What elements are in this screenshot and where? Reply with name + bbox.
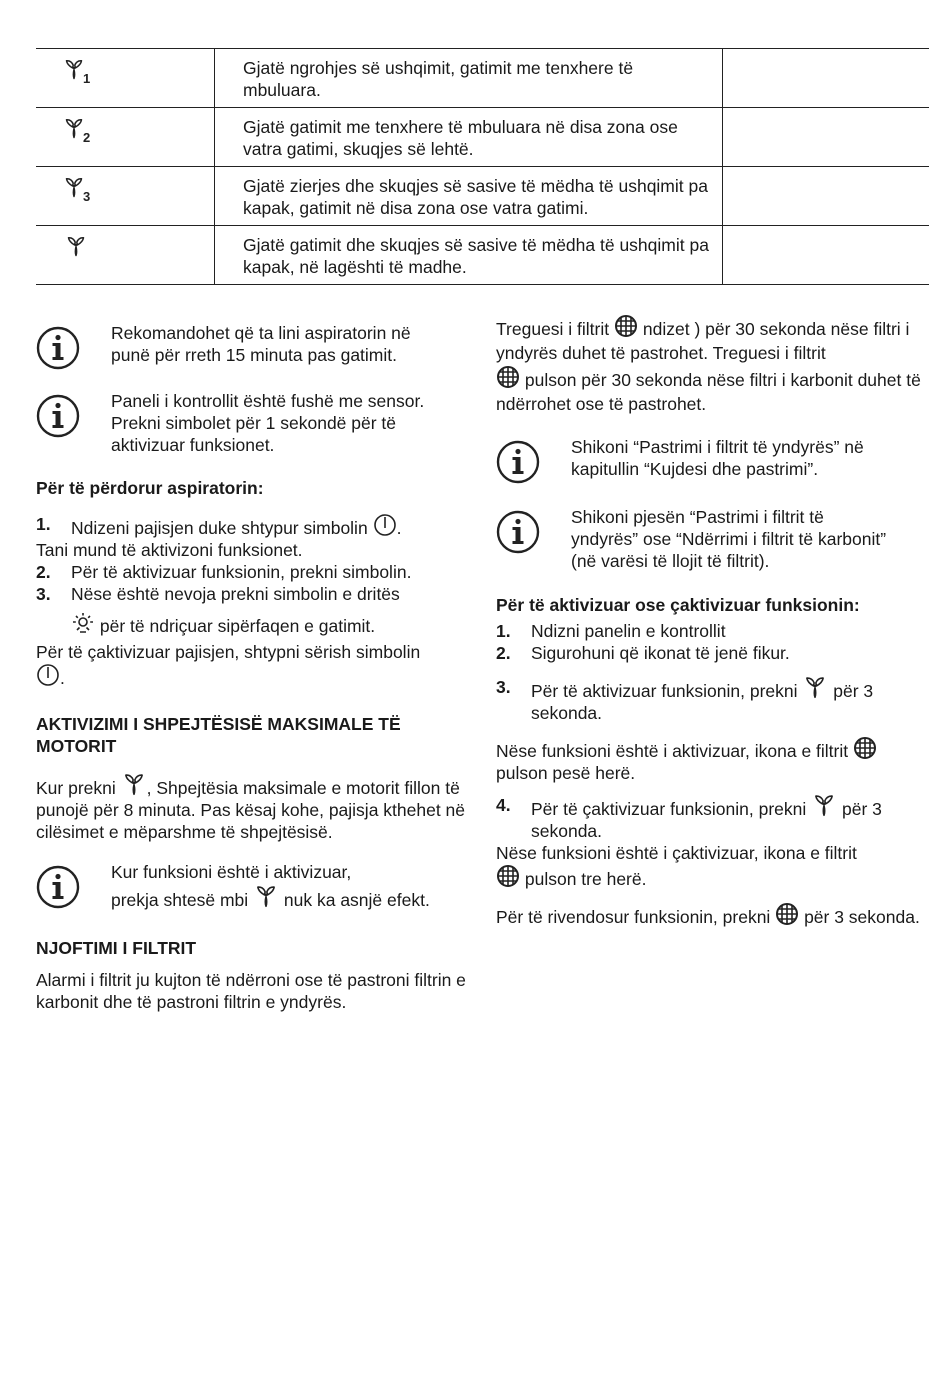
table-row bbox=[36, 49, 929, 108]
note-text: Paneli i kontrollit është fushë me sensor. Prekni simbolet për 1 sekondë për të aktivizuar funksionet. bbox=[111, 391, 425, 455]
svg-text:3: 3 bbox=[83, 189, 91, 203]
list-item bbox=[496, 620, 926, 642]
note-text: Shikoni “Pastrimi i filtrit të yndyrës” në kapitullin “Kujdesi dhe pastrimi”. bbox=[571, 437, 864, 479]
info-note bbox=[496, 506, 926, 572]
step-text: Ndizeni pajisjen duke shtypur simbolin bbox=[71, 518, 368, 538]
filter-text: Alarmi i filtrit ju kujton të ndërroni ose të pastroni filtrin e karbonit dhe të pastroni filtrin e yndyrës. bbox=[36, 970, 466, 1012]
info-icon bbox=[36, 326, 80, 370]
power-icon bbox=[36, 663, 60, 687]
punctuation: . bbox=[396, 518, 402, 538]
filter-indicator-text: pulson për 30 sekonda nëse filtri i karbonit duhet të ndërrohet ose të pastrohet. bbox=[496, 370, 921, 414]
step-continuation: Tani mund të aktivizoni funksionet. bbox=[36, 540, 303, 560]
filter-indicator-text: Treguesi i filtrit bbox=[496, 319, 610, 339]
right-column bbox=[496, 314, 926, 928]
filter-grid-icon bbox=[775, 902, 799, 926]
table-cell-text: Gjatë zierjes dhe skuqjes së sasive të mëdha të ushqimit pa kapak, gatimit në disa zona ose vatra gatimi. bbox=[243, 176, 708, 218]
step-number: 2. bbox=[496, 643, 511, 663]
fan-boost-icon bbox=[121, 771, 147, 797]
info-icon bbox=[36, 865, 80, 909]
step-text: Për të aktivizuar funksionin, prekni bbox=[531, 681, 798, 701]
use-heading: Për të përdorur aspiratorin: bbox=[36, 478, 264, 498]
reset-text: për 3 sekonda. bbox=[804, 907, 920, 927]
table-cell-text: Gjatë gatimit dhe skuqjes së sasive të mëdha të ushqimit pa kapak, në lagështi të madhe. bbox=[243, 235, 709, 277]
fan-speed-3-icon bbox=[62, 173, 96, 203]
table-row bbox=[36, 108, 929, 167]
filter-grid-icon bbox=[614, 314, 638, 338]
svg-text:2: 2 bbox=[83, 130, 91, 144]
filter-grid-icon bbox=[496, 864, 520, 888]
status-text: Nëse funksioni është i çaktivizuar, ikona e filtrit bbox=[496, 843, 857, 863]
fan-boost-icon bbox=[811, 792, 837, 818]
note-text: nuk ka asnjë efekt. bbox=[283, 890, 430, 910]
step-text: për 3 sekonda. bbox=[531, 681, 874, 723]
note-text: Shikoni pjesën “Pastrimi i filtrit të yndyrës” ose “Ndërrimi i filtrit të karbonit” (në varësi të llojit të filtrit). bbox=[571, 507, 887, 571]
light-bulb-icon bbox=[71, 611, 95, 635]
step-text: për 3 sekonda. bbox=[531, 799, 882, 841]
info-note bbox=[36, 322, 476, 366]
list-item bbox=[496, 642, 926, 664]
filter-grid-icon bbox=[496, 365, 520, 389]
table-row bbox=[36, 167, 929, 226]
table-row bbox=[36, 226, 929, 285]
step-text: Për të çaktivizuar funksionin, prekni bbox=[531, 799, 807, 819]
info-note bbox=[496, 436, 926, 480]
fan-boost-icon bbox=[802, 674, 828, 700]
boost-text: , Shpejtësia maksimale e motorit fillon të punojë për 8 minuta. Pas kësaj kohe, pajisja kthehet në cilësimet e mëparshme të shpejtësisë. bbox=[36, 778, 466, 842]
status-text: Nëse funksioni është i aktivizuar, ikona e filtrit bbox=[496, 741, 849, 761]
note-text: Kur funksioni është i aktivizuar, bbox=[111, 862, 352, 882]
step-text: Nëse është nevoja prekni simbolin e dritës bbox=[71, 584, 400, 604]
power-icon bbox=[373, 513, 397, 537]
punctuation: . bbox=[60, 668, 65, 688]
info-icon bbox=[36, 394, 80, 438]
list-item bbox=[36, 561, 476, 583]
list-item bbox=[36, 513, 476, 539]
fan-speed-2-icon bbox=[62, 114, 96, 144]
boost-text: Kur prekni bbox=[36, 778, 116, 798]
fan-boost-icon bbox=[62, 232, 96, 262]
list-item bbox=[496, 792, 926, 842]
step-text: për të ndriçuar sipërfaqen e gatimit. bbox=[99, 616, 376, 636]
step-number: 4. bbox=[496, 795, 511, 815]
activate-heading: Për të aktivizuar ose çaktivizuar funksionin: bbox=[496, 595, 860, 615]
info-note bbox=[36, 861, 476, 911]
table-cell-text: Gjatë ngrohjes së ushqimit, gatimit me tenxhere të mbuluara. bbox=[243, 58, 634, 100]
step-text: Ndizni panelin e kontrollit bbox=[531, 621, 726, 641]
list-item bbox=[36, 583, 476, 637]
info-note bbox=[36, 390, 476, 456]
list-item bbox=[496, 674, 926, 724]
status-text: pulson tre herë. bbox=[524, 869, 647, 889]
fan-boost-icon bbox=[253, 883, 279, 909]
boost-heading: AKTIVIZIMI I SHPEJTËSISË MAKSIMALE TË MOTORIT bbox=[36, 714, 401, 756]
filter-grid-icon bbox=[853, 736, 877, 760]
fan-speed-table bbox=[36, 48, 929, 285]
filter-heading: NJOFTIMI I FILTRIT bbox=[36, 938, 197, 958]
step-number: 3. bbox=[36, 584, 51, 604]
table-cell-text: Gjatë gatimit me tenxhere të mbuluara në disa zona ose vatra gatimi, skuqjes së lehtë. bbox=[243, 117, 678, 159]
step-text: Sigurohuni që ikonat të jenë fikur. bbox=[531, 643, 790, 663]
note-text: prekja shtesë mbi bbox=[111, 890, 249, 910]
reset-text: Për të rivendosur funksionin, prekni bbox=[496, 907, 771, 927]
svg-text:1: 1 bbox=[83, 71, 91, 85]
step-number: 3. bbox=[496, 677, 511, 697]
step-text: Për të aktivizuar funksionin, prekni simbolin. bbox=[71, 562, 412, 582]
info-icon bbox=[496, 440, 540, 484]
fan-speed-1-icon bbox=[62, 55, 96, 85]
info-icon bbox=[496, 510, 540, 554]
filter-indicator-text: ndizet ) për 30 sekonda nëse filtri i yndyrës duhet të pastrohet. Treguesi i filtrit bbox=[496, 319, 910, 363]
step-number: 2. bbox=[36, 562, 51, 582]
step-number: 1. bbox=[36, 514, 51, 534]
step-number: 1. bbox=[496, 621, 511, 641]
left-column bbox=[36, 322, 476, 1013]
off-text: Për të çaktivizuar pajisjen, shtypni sërish simbolin bbox=[36, 642, 421, 662]
status-text: pulson pesë herë. bbox=[496, 763, 636, 783]
note-text: Rekomandohet që ta lini aspiratorin në punë për rreth 15 minuta pas gatimit. bbox=[111, 323, 411, 365]
